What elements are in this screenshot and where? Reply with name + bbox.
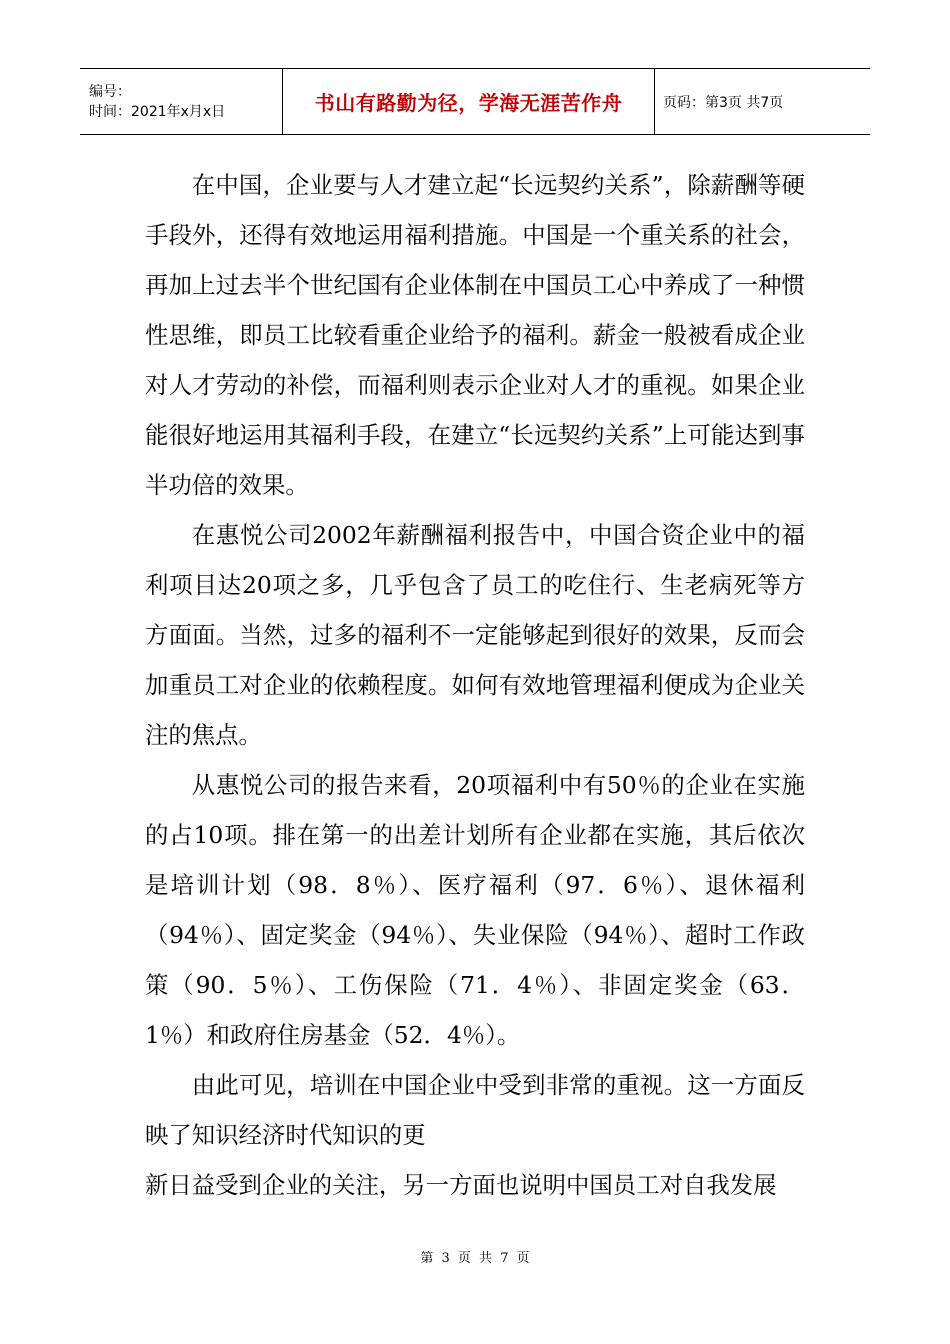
number-label: 编号：	[89, 83, 131, 100]
body-text	[145, 160, 805, 1210]
paragraph-1: 在中国，企业要与人才建立起“长远契约关系”，除薪酬等硬手段外，还得有效地运用福利措施。中国是一个重关系的社会，再加上过去半个世纪国有企业体制在中国员工心中养成了一种惯性思维，即员工比较看重企业给予的福利。薪金一般被看成企业对人才劳动的补偿，而福利则表示企业对人才的重视。如果企业能很好地运用其福利手段，在建立“长远契约关系”上可能达到事半功倍的效果。	[145, 171, 805, 499]
page-footer: 第 3 页 共 7 页	[420, 1251, 530, 1266]
header-table	[80, 68, 870, 135]
header-meta-cell	[80, 69, 283, 135]
paragraph-3: 从惠悦公司的报告来看，20项福利中有50％的企业在实施的占10项。排在第一的出差计划所有企业都在实施，其后依次是培训计划（98．8％）、医疗福利（97．6％）、退休福利（94％）、固定奖金（94％）、失业保险（94％）、超时工作政策（90．5％）、工伤保险（71．4％）、非固定奖金（63．1％）和政府住房基金（52．4％）。	[145, 771, 805, 1049]
page-code: 页码：第3页 共7页	[663, 94, 784, 111]
paragraph-2: 在惠悦公司2002年薪酬福利报告中，中国合资企业中的福利项目达20项之多，几乎包含了员工的吃住行、生老病死等方方面面。当然，过多的福利不一定能够起到很好的效果，反而会加重员工对企业的依赖程度。如何有效地管理福利便成为企业关注的焦点。	[145, 521, 805, 749]
motto-text: 书山有路勤为径，学海无涯苦作舟	[314, 91, 623, 115]
time-label: 时间：2021年x月x日	[89, 103, 226, 120]
paragraph-4: 由此可见，培训在中国企业中受到非常的重视。这一方面反映了知识经济时代知识的更	[145, 1071, 805, 1149]
header-motto-cell	[283, 69, 655, 135]
paragraph-5: 新日益受到企业的关注，另一方面也说明中国员工对自我发展	[145, 1171, 777, 1199]
header-page-cell	[655, 69, 871, 135]
